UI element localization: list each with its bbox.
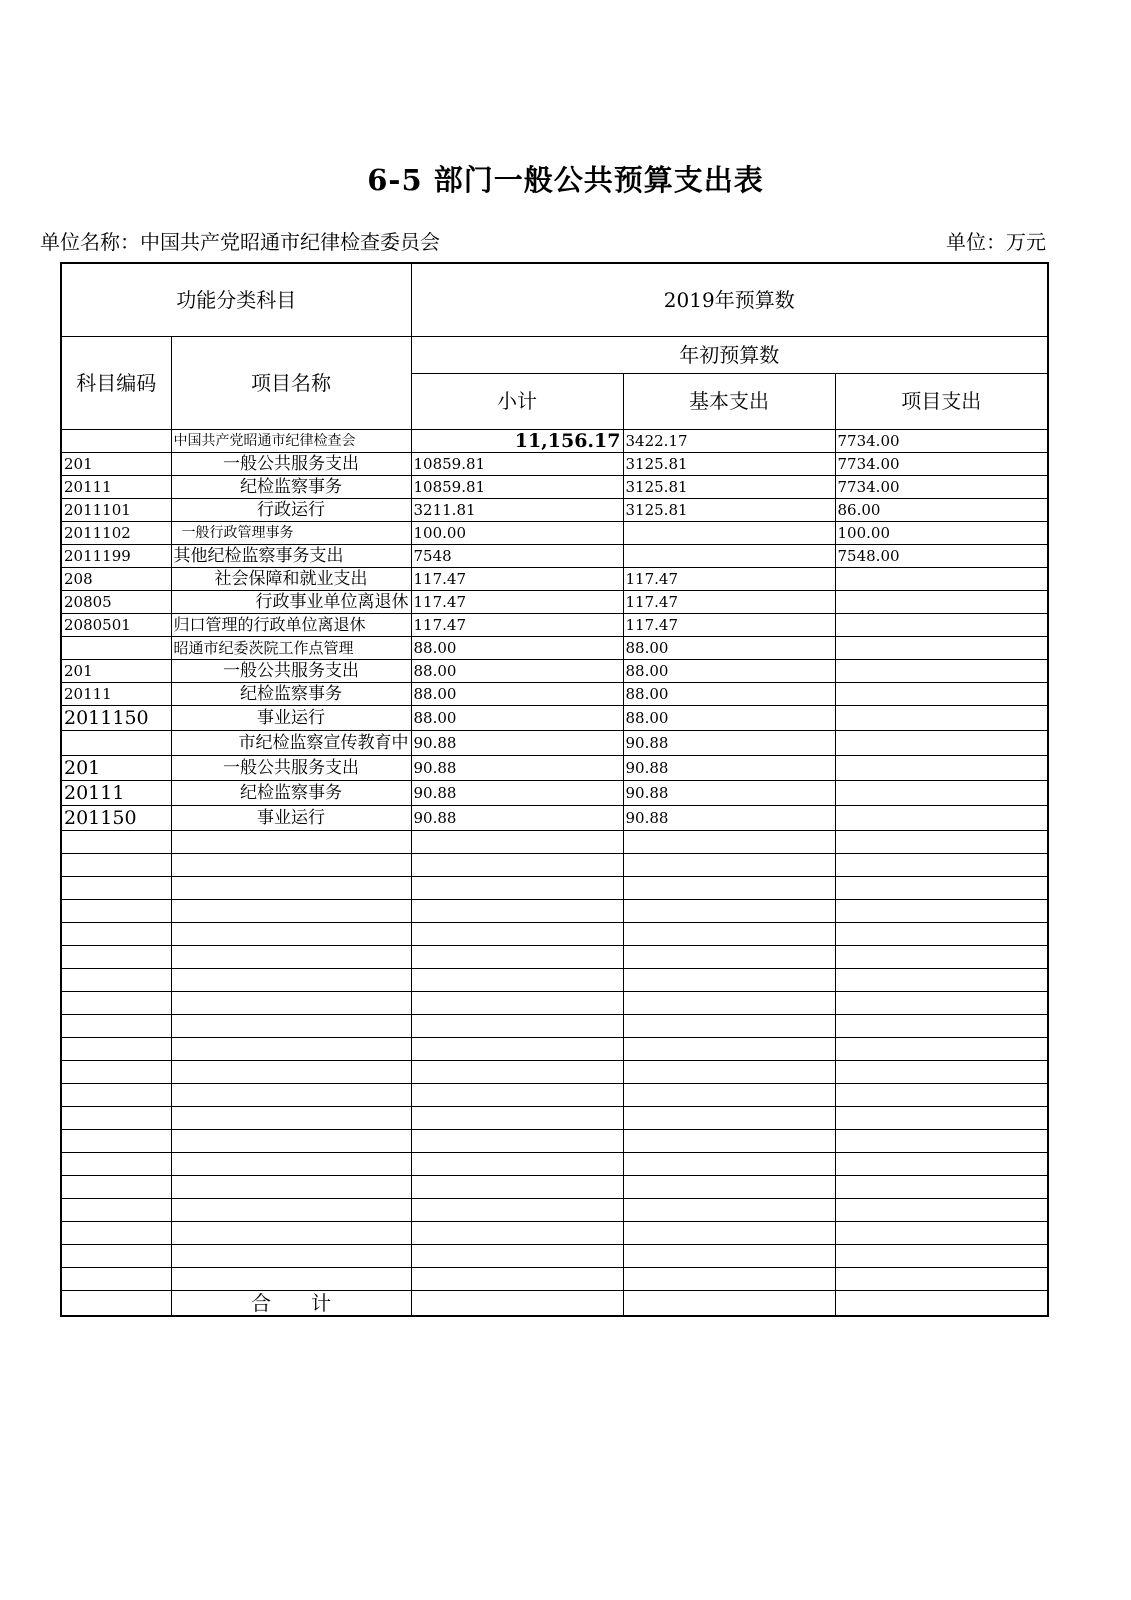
row-subtotal: 90.88 (411, 755, 623, 780)
table-row (61, 659, 1048, 682)
row-project: 7734.00 (835, 475, 1048, 498)
row-subtotal: 90.88 (411, 805, 623, 830)
empty-row (61, 1175, 1048, 1198)
row-subtotal: 3211.81 (411, 498, 623, 521)
row-subtotal: 10859.81 (411, 475, 623, 498)
table-row (61, 475, 1048, 498)
empty-row (61, 1152, 1048, 1175)
header-basic: 基本支出 (623, 373, 835, 429)
row-project (835, 659, 1048, 682)
row-name: 行政事业单位离退休 (171, 590, 411, 613)
row-name: 纪检监察事务 (171, 682, 411, 705)
empty-row (61, 922, 1048, 945)
row-project: 100.00 (835, 521, 1048, 544)
table-row (61, 590, 1048, 613)
row-basic: 3125.81 (623, 498, 835, 521)
row-basic: 90.88 (623, 805, 835, 830)
row-basic: 88.00 (623, 682, 835, 705)
header-functional-classification: 功能分类科目 (61, 263, 411, 336)
row-code: 201150 (61, 805, 171, 830)
row-code: 208 (61, 567, 171, 590)
empty-row (61, 899, 1048, 922)
row-project: 7548.00 (835, 544, 1048, 567)
table-row (61, 429, 1048, 452)
empty-row (61, 945, 1048, 968)
header-name: 项目名称 (171, 336, 411, 429)
row-code: 20111 (61, 475, 171, 498)
header-project: 项目支出 (835, 373, 1048, 429)
row-name: 其他纪检监察事务支出 (171, 544, 411, 567)
row-name: 中国共产党昭通市纪律检查会 (171, 429, 411, 452)
row-basic: 3125.81 (623, 475, 835, 498)
table-row (61, 780, 1048, 805)
row-project (835, 590, 1048, 613)
row-name: 归口管理的行政单位离退休 (171, 613, 411, 636)
row-subtotal: 100.00 (411, 521, 623, 544)
row-name: 行政运行 (171, 498, 411, 521)
unit-label: 单位：万元 (946, 230, 1046, 254)
total-label: 合 计 (171, 1290, 411, 1316)
table-row (61, 682, 1048, 705)
row-subtotal: 117.47 (411, 567, 623, 590)
row-code (61, 429, 171, 452)
row-subtotal: 88.00 (411, 682, 623, 705)
row-project (835, 805, 1048, 830)
row-basic: 88.00 (623, 705, 835, 730)
row-subtotal: 88.00 (411, 636, 623, 659)
row-basic: 90.88 (623, 755, 835, 780)
row-project (835, 730, 1048, 755)
page-title: 6-5 部门一般公共预算支出表 (367, 163, 764, 197)
row-project (835, 755, 1048, 780)
empty-row (61, 1060, 1048, 1083)
row-basic: 88.00 (623, 659, 835, 682)
empty-row (61, 968, 1048, 991)
row-subtotal: 10859.81 (411, 452, 623, 475)
row-basic: 117.47 (623, 567, 835, 590)
row-name: 市纪检监察宣传教育中 (171, 730, 411, 755)
header-code: 科目编码 (61, 336, 171, 429)
table-row (61, 755, 1048, 780)
row-name: 事业运行 (171, 805, 411, 830)
table-row (61, 613, 1048, 636)
table-row (61, 521, 1048, 544)
row-code: 2011199 (61, 544, 171, 567)
empty-row (61, 991, 1048, 1014)
row-code: 20805 (61, 590, 171, 613)
row-basic (623, 521, 835, 544)
row-project (835, 682, 1048, 705)
row-subtotal: 88.00 (411, 659, 623, 682)
row-basic: 3422.17 (623, 429, 835, 452)
row-subtotal: 117.47 (411, 590, 623, 613)
row-project (835, 705, 1048, 730)
empty-row (61, 830, 1048, 853)
row-project (835, 613, 1048, 636)
row-basic (623, 544, 835, 567)
row-code: 20111 (61, 780, 171, 805)
row-subtotal: 117.47 (411, 613, 623, 636)
budget-table (60, 262, 1049, 1317)
row-basic: 117.47 (623, 590, 835, 613)
row-subtotal: 7548 (411, 544, 623, 567)
row-subtotal: 88.00 (411, 705, 623, 730)
row-basic: 88.00 (623, 636, 835, 659)
row-code: 2011150 (61, 705, 171, 730)
table-row (61, 636, 1048, 659)
row-code: 201 (61, 659, 171, 682)
row-project (835, 780, 1048, 805)
header-budget-year: 2019年预算数 (411, 263, 1048, 336)
empty-row (61, 1244, 1048, 1267)
row-code: 201 (61, 755, 171, 780)
row-code: 20111 (61, 682, 171, 705)
row-name: 昭通市纪委茨院工作点管理 (171, 636, 411, 659)
row-name: 纪检监察事务 (171, 475, 411, 498)
empty-row (61, 1014, 1048, 1037)
empty-row (61, 876, 1048, 899)
row-project: 7734.00 (835, 429, 1048, 452)
row-basic: 90.88 (623, 730, 835, 755)
empty-row (61, 1106, 1048, 1129)
row-name: 事业运行 (171, 705, 411, 730)
row-basic: 3125.81 (623, 452, 835, 475)
row-name: 一般公共服务支出 (171, 659, 411, 682)
row-subtotal: 90.88 (411, 780, 623, 805)
table-row (61, 730, 1048, 755)
empty-row (61, 1083, 1048, 1106)
row-code (61, 636, 171, 659)
empty-row (61, 1198, 1048, 1221)
row-code: 2080501 (61, 613, 171, 636)
header-initial-budget: 年初预算数 (411, 336, 1048, 373)
table-row (61, 544, 1048, 567)
row-code: 201 (61, 452, 171, 475)
row-code (61, 730, 171, 755)
row-basic: 90.88 (623, 780, 835, 805)
row-code: 2011102 (61, 521, 171, 544)
row-project: 86.00 (835, 498, 1048, 521)
row-name: 社会保障和就业支出 (171, 567, 411, 590)
row-basic: 117.47 (623, 613, 835, 636)
row-project: 7734.00 (835, 452, 1048, 475)
table-row (61, 805, 1048, 830)
table-row (61, 498, 1048, 521)
header-subtotal: 小计 (411, 373, 623, 429)
table-row (61, 452, 1048, 475)
empty-row (61, 853, 1048, 876)
empty-row (61, 1221, 1048, 1244)
row-name: 一般行政管理事务 (171, 521, 411, 544)
row-subtotal: 90.88 (411, 730, 623, 755)
row-project (835, 636, 1048, 659)
department-name: 单位名称：中国共产党昭通市纪律检查委员会 (40, 230, 440, 254)
total-row (61, 1290, 1048, 1316)
row-project (835, 567, 1048, 590)
table-row (61, 567, 1048, 590)
table-row (61, 705, 1048, 730)
row-name: 一般公共服务支出 (171, 755, 411, 780)
empty-row (61, 1129, 1048, 1152)
row-subtotal: 11,156.17 (411, 429, 623, 452)
empty-row (61, 1267, 1048, 1290)
empty-row (61, 1037, 1048, 1060)
row-name: 一般公共服务支出 (171, 452, 411, 475)
row-code: 2011101 (61, 498, 171, 521)
row-name: 纪检监察事务 (171, 780, 411, 805)
